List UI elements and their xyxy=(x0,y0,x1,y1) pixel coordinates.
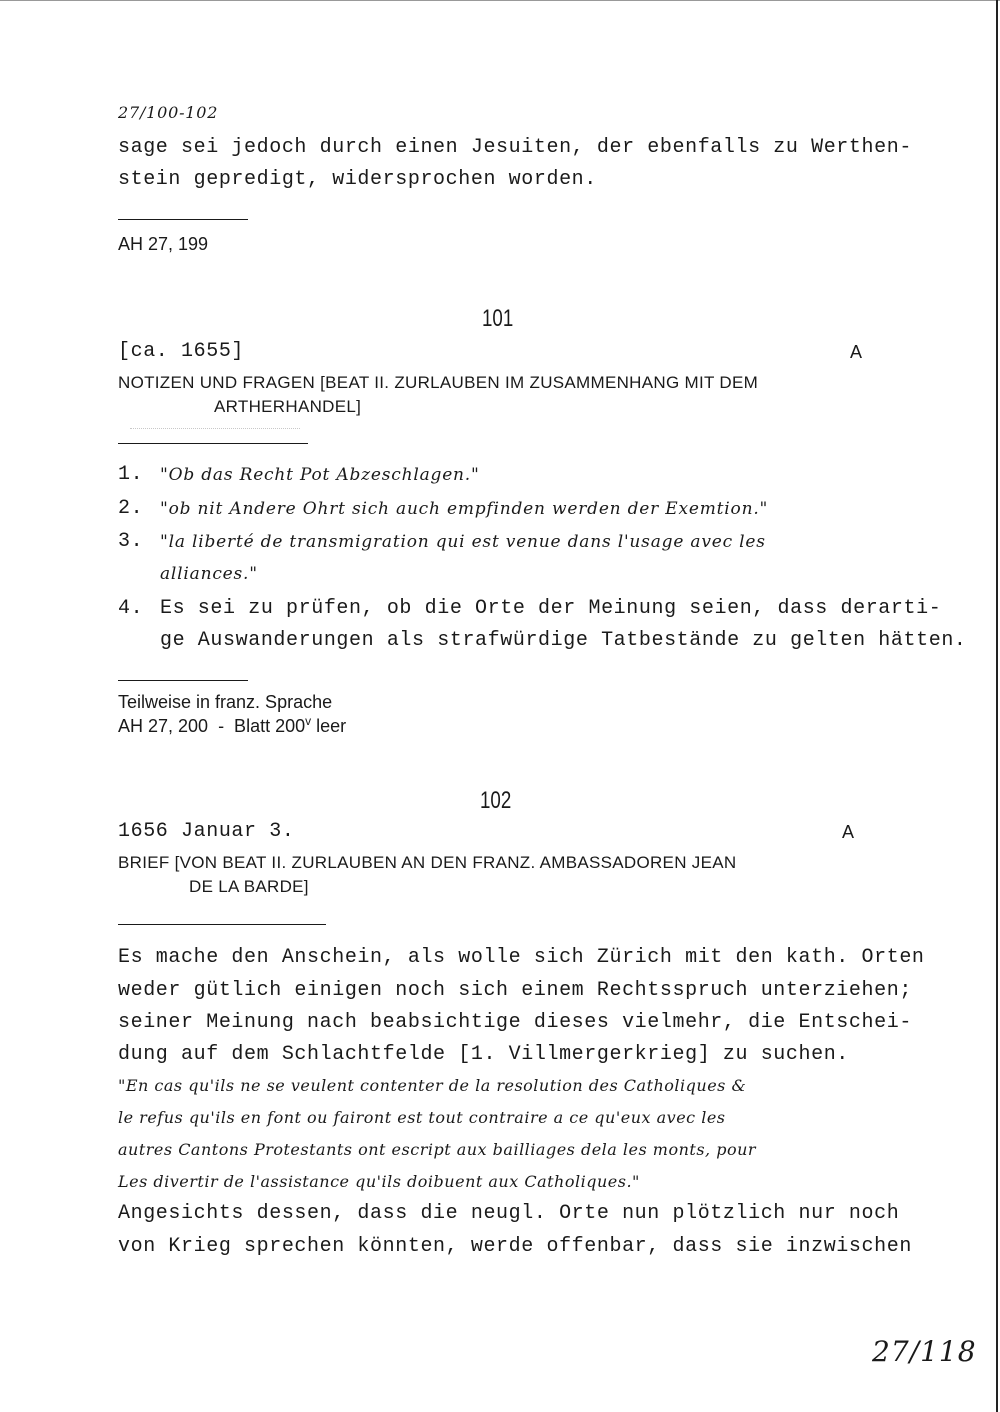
faint-dotted-line xyxy=(130,428,300,429)
intro-line-1: sage sei jedoch durch einen Jesuiten, der ebenfalls zu Werthen- xyxy=(118,136,912,159)
body-line: von Krieg sprechen könnten, werde offenbar, dass sie inzwischen xyxy=(118,1235,912,1258)
item-text: Es sei zu prüfen, ob die Orte der Meinung seien, dass derarti- xyxy=(160,597,942,620)
entry-number: 101 xyxy=(482,305,514,332)
body-line: seiner Meinung nach beabsichtige dieses vielmehr, die Entschei- xyxy=(118,1011,912,1034)
item-text: "la liberté de transmigration qui est venue dans l'usage avec les xyxy=(160,532,766,552)
language-note: Teilweise in franz. Sprache xyxy=(118,692,333,712)
intro-line-2: stein gepredigt, widersprochen worden. xyxy=(118,168,597,191)
entry-title-line-2: ARTHERHANDEL] xyxy=(214,397,362,416)
source-reference-text: AH 27, 200 - Blatt 200 xyxy=(118,716,306,736)
verso-mark: v xyxy=(305,714,312,728)
source-reference xyxy=(118,714,346,737)
handwritten-page-number: 27/118 xyxy=(872,1335,977,1368)
quote-line: le refus qu'ils en font ou fairont est tout contraire a ce qu'eux avec les xyxy=(118,1108,726,1127)
item-number: 2. xyxy=(118,497,144,520)
body-line: dung auf dem Schlachtfelde [1. Villmergerkrieg] zu suchen. xyxy=(118,1043,849,1066)
entry-number: 102 xyxy=(480,787,512,814)
separator-rule xyxy=(118,680,248,681)
entry-grade: A xyxy=(850,342,863,362)
quote-line: autres Cantons Protestants ont escript aux bailliages dela les monts, pour xyxy=(118,1140,757,1159)
source-reference: AH 27, 199 xyxy=(118,234,209,254)
separator-rule xyxy=(118,924,326,925)
quote-line: Les divertir de l'assistance qu'ils doibuent aux Catholiques." xyxy=(118,1172,640,1191)
entry-title-line-1: BRIEF [VON BEAT II. ZURLAUBEN AN DEN FRANZ. AMBASSADOREN JEAN xyxy=(118,853,737,872)
body-line: Es mache den Anschein, als wolle sich Zürich mit den kath. Orten xyxy=(118,946,925,969)
separator-rule xyxy=(118,219,248,220)
item-text: "ob nit Andere Ohrt sich auch empfinden werden der Exemtion." xyxy=(160,499,769,519)
body-line: weder gütlich einigen noch sich einem Rechtsspruch unterziehen; xyxy=(118,979,912,1002)
header-reference: 27/100-102 xyxy=(118,103,219,122)
entry-date: 1656 Januar 3. xyxy=(118,820,295,843)
item-text: "Ob das Recht Pot Abzeschlagen." xyxy=(160,465,480,485)
quote-line: "En cas qu'ils ne se veulent contenter de la resolution des Catholiques & xyxy=(118,1076,747,1095)
item-number: 4. xyxy=(118,597,144,620)
page-top-edge xyxy=(0,0,1000,1)
item-number: 3. xyxy=(118,530,144,553)
entry-title-line-2: DE LA BARDE] xyxy=(189,877,309,896)
entry-title-line-1: NOTIZEN UND FRAGEN [BEAT II. ZURLAUBEN IM ZUSAMMENHANG MIT DEM xyxy=(118,373,759,392)
entry-date: [ca. 1655] xyxy=(118,340,245,363)
entry-grade: A xyxy=(842,822,855,842)
item-text-continued: alliances." xyxy=(160,564,258,584)
body-line: Angesichts dessen, dass die neugl. Orte nun plötzlich nur noch xyxy=(118,1202,900,1225)
source-reference-suffix: leer xyxy=(311,716,347,736)
separator-rule xyxy=(118,443,308,444)
item-number: 1. xyxy=(118,463,144,486)
page-right-edge xyxy=(996,0,998,1412)
item-text-continued: ge Auswanderungen als strafwürdige Tatbestände zu gelten hätten. xyxy=(160,629,967,652)
